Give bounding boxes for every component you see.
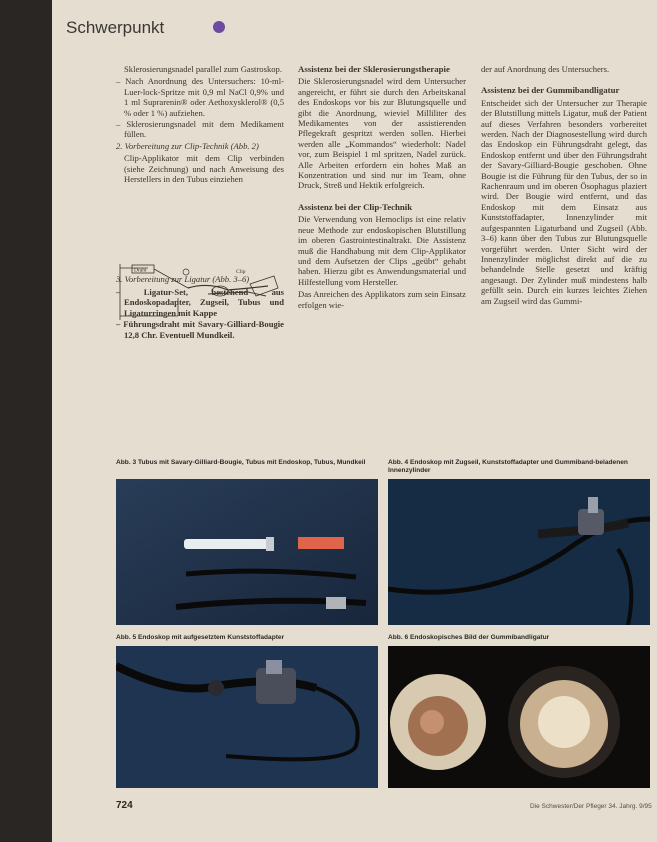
paragraph-gummibandligatur: Entscheidet sich der Untersucher zur Therapie der Blutstillung mittels Ligatur, muß der Patient auf dieses Verfahren besonders vorbereitet werden. Nach der Diagnosestellung wird durch das Endoskop ein Führungsdraht gelegt, das Endoskop entfernt und über den Führungsdraht der Savary-Gilliard-Bougie geschoben. Ohne Bougie ist die Führung für den Tubus, der so in Rachenraum und im oberen Ösophagus plaziert wird. Der Bougie wird entfernt, und das Endoskop mit dem Einsatz aus Kunststoffadapter, Innenzylinder mit aufgespannten Ligaturband und Zugseil (Abb. 3–6) kann über den Tubus zur Blutungsquelle vorgeführt werden. Unter Sicht wird der Innenzylinder möglichst direkt auf die zu behandelnde Stelle gesetzt und kräftig angesaugt. Der Zylinder muß mindestens halb gefüllt sein. Durch ein kurzes leichtes Ziehen am Zugseil wird das Gummi- [481, 97, 647, 306]
list-item: – Ligatur-Set, bestehend aus Endoskopadapter, Zugseil, Tubus und Ligaturringen mit Kappe [116, 287, 284, 318]
photo-endoskop-zugseil [388, 479, 650, 625]
section-title: Schwerpunkt [66, 18, 165, 37]
diagram-label-draht: Draht [134, 267, 147, 274]
paragraph-clip-technik: Die Verwendung von Hemoclips ist eine relativ neue Methode zur endoskopischen Blutstillung im oberen Gastrointestinaltrakt. Die Assistenz muß die Handhabung mit dem Clip-Applikator und dem Aufsetzen der Clips „geübt“ gehabt haben. Hierzu gibt es Anwendungsmaterial und Hilfestellung vom Hersteller. [298, 214, 466, 287]
step-2-label: 2. Vorbereitung zur Clip-Technik (Abb. 2) [116, 140, 259, 151]
clip-applicator-diagram [118, 258, 283, 324]
heading-gummibandligatur: Assistenz bei der Gummibandligatur [481, 85, 620, 96]
list-item: – Führungsdraht mit Savary-Gilliard-Bougie 12,8 Chr. Eventuell Mundkeil. [116, 319, 284, 340]
paragraph-sklerosierung: Die Sklerosierungsnadel wird dem Untersucher angereicht, er führt sie durch den Arbeitskanal des Endoskops vor bis zur Blutungsquelle und gibt die Anordnung, wieviel Milliliter des Medikamentes von der assistierenden Pflegekraft gespritzt werden sollen. Hierbei werden alle „Kommandos“ wiederholt: Nadel vor, zum Beispiel 1 ml spritzen, Nadel zurück. Alle Arbeiten erfordern ein hohes Maß an Konzentration und sind nur im Team, ohne Druck, Streß und Hektik erfolgreich. [298, 76, 466, 191]
paragraph-applikator: Das Anreichen des Applikators zum sein Einsatz erfolgen wie- [298, 289, 466, 310]
section-accent-dot [213, 21, 225, 33]
paragraph-continuation: der auf Anordnung des Untersuchers. [481, 64, 610, 74]
caption-fig5: Abb. 5 Endoskop mit aufgesetztem Kunststoffadapter [116, 634, 285, 641]
photo-endoskopisches-bild [388, 646, 650, 788]
photo-tubus-bougie [116, 479, 378, 625]
page-number: 724 [116, 800, 133, 811]
column-right [481, 64, 647, 308]
photo-endoskop-adapter [116, 646, 378, 788]
list-item: – Nach Anordnung des Untersuchers: 10-ml-Luer-lock-Spritze mit 0,9 ml NaCl 0,9% und 1 ml Suprarenin® oder Aethoxysklerol® (0,5 % oder 1 %) aufziehen. [116, 76, 284, 118]
step-2-text: Clip-Applikator mit dem Clip verbinden (siehe Zeichnung) und nach Anweisung des Herstellers in den Tubus einziehen [124, 153, 284, 185]
heading-sklerosierung: Assistenz bei der Sklerosierungstherapie [298, 64, 450, 74]
caption-fig4: Abb. 4 Endoskop mit Zugseil, Kunststoffadapter und Gummiband-beladenen Innenzylinder [388, 459, 628, 474]
caption-fig6: Abb. 6 Endoskopisches Bild der Gummibandligatur [388, 634, 550, 641]
col1-intro: Sklerosierungsnadel parallel zum Gastroskop. [124, 64, 282, 74]
column-middle [298, 64, 466, 312]
heading-clip-technik: Assistenz bei der Clip-Technik [298, 201, 413, 212]
step-3-label: 3. Vorbereitung zur Ligatur (Abb. 3–6) [116, 274, 250, 285]
journal-reference: Die Schwester/Der Pfleger 34. Jahrg. 9/95 [530, 803, 652, 810]
list-item: – Sklerosierungsnadel mit dem Medikament füllen. [116, 119, 284, 140]
caption-fig3: Abb. 3 Tubus mit Savary-Gilliard-Bougie, Tubus mit Endoskop, Tubus, Mundkeil [116, 459, 366, 466]
col1-bullets-a [116, 76, 284, 139]
diagram-label-clip: Clip [236, 269, 246, 275]
